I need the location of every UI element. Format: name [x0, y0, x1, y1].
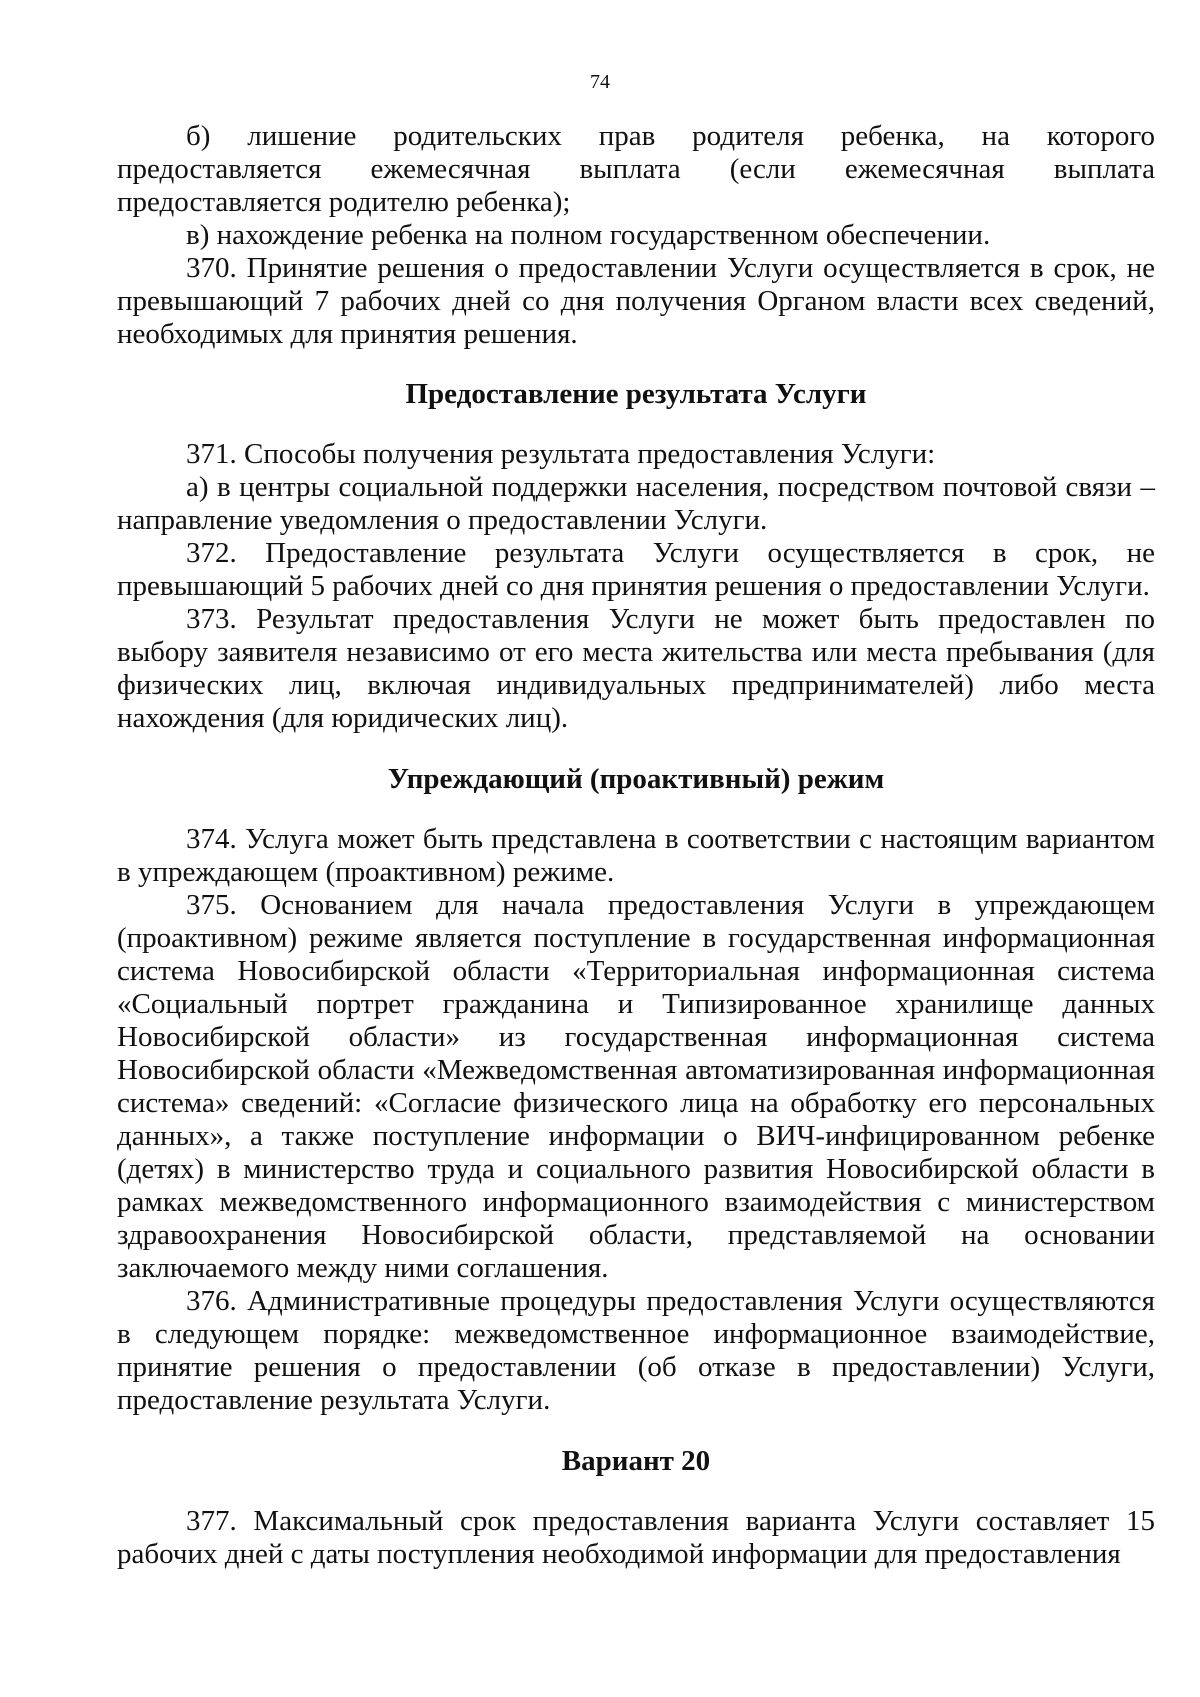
paragraph: 376. Административные процедуры предоставления Услуги осуществляются в следующем порядке: межведомственное информационное взаимодействие, принятие решения о предоставлении (об отказе в предоставлении) Услуги, предоставление результата Услуги.	[117, 1285, 1155, 1416]
document-body	[117, 120, 1155, 1571]
paragraph: 372. Предоставление результата Услуги осуществляется в срок, не превышающий 5 рабочих дней со дня принятия решения о предоставлении Услуги.	[117, 537, 1155, 602]
paragraph: 371. Способы получения результата предоставления Услуги:	[186, 438, 936, 470]
section-heading-variant: Вариант 20	[561, 1445, 711, 1477]
paragraph: 374. Услуга может быть представлена в соответствии с настоящим вариантом в упреждающем (проактивном) режиме.	[117, 823, 1155, 888]
section-heading-proactive: Упреждающий (проактивный) режим	[387, 763, 885, 795]
paragraph: а) в центры социальной поддержки населения, посредством почтовой связи – направление уведомления о предоставлении Услуги.	[117, 471, 1155, 536]
paragraph: в) нахождение ребенка на полном государственном обеспечении.	[186, 219, 991, 251]
paragraph: 373. Результат предоставления Услуги не может быть предоставлен по выбору заявителя независимо от его места жительства или места пребывания (для физических лиц, включая индивидуальных предпринимателей) либо места нахождения (для юридических лиц).	[117, 603, 1155, 734]
paragraph: 370. Принятие решения о предоставлении Услуги осуществляется в срок, не превышающий 7 рабочих дней со дня получения Органом власти всех сведений, необходимых для принятия решения.	[117, 252, 1155, 350]
section-heading-result: Предоставление результата Услуги	[405, 378, 867, 410]
page-number: 74	[590, 71, 610, 93]
paragraph: 377. Максимальный срок предоставления варианта Услуги составляет 15 рабочих дней с даты поступления необходимой информации для предоставления	[117, 1505, 1155, 1570]
paragraph: б) лишение родительских прав родителя ребенка, на которого предоставляется ежемесячная выплата (если ежемесячная выплата предоставляется родителю ребенка);	[117, 120, 1155, 218]
paragraph: 375. Основанием для начала предоставления Услуги в упреждающем (проактивном) режиме является поступление в государственная информационная система Новосибирской области «Территориальная информационная система «Социальный портрет гражданина и Типизированное хранилище данных Новосибирской области» из государственная информационная система Новосибирской области «Межведомственная автоматизированная информационная система» сведений: «Согласие физического лица на обработку его персональных данных», а также поступление информации о ВИЧ-инфицированном ребенке (детях) в министерство труда и социального развития Новосибирской области в рамках межведомственного информационного взаимодействия с министерством здравоохранения Новосибирской области, представляемой на основании заключаемого между ними соглашения.	[117, 889, 1155, 1284]
